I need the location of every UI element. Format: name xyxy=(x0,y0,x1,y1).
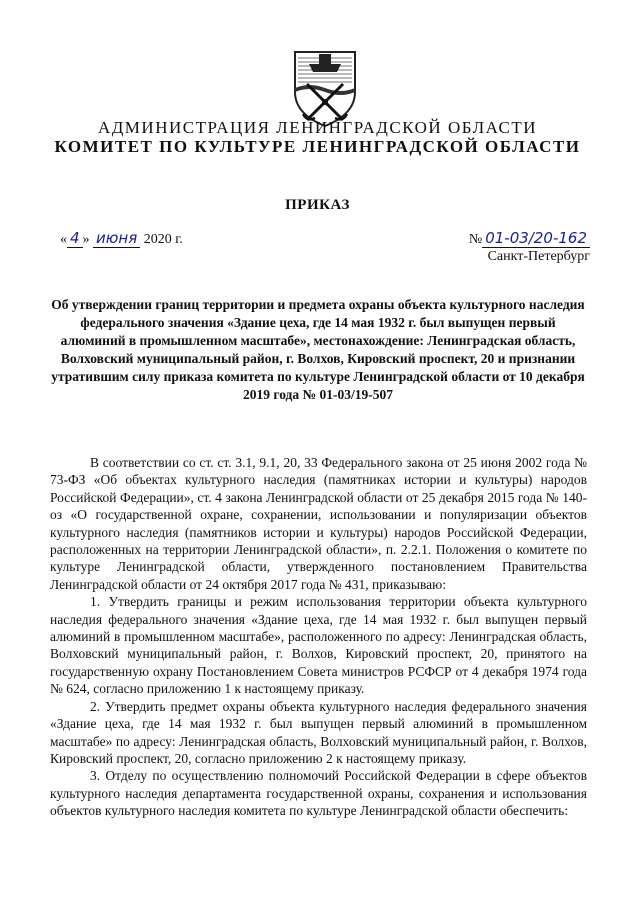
date-year: 2020 г. xyxy=(143,232,183,247)
document-type-title: ПРИКАЗ xyxy=(285,197,350,213)
clause-1-paragraph: 1. Утвердить границы и режим использования территории объекта культурного наследия федерального значения «Здание цеха, где 14 мая 1932 г. был выпущен первый алюминий в промышленном масштабе», расположенного по адресу: Ленинградская область, Волховский муниципальный район, г. Волхов, Кировский проспект, 20, принятого на государственную охрану Постановлением Совета министров РСФСР от 4 декабря 1974 года № 624, согласно приложению 1 к настоящему приказу. xyxy=(50,594,587,697)
date-month-handwritten: июня xyxy=(93,229,140,248)
city-name: Санкт-Петербург xyxy=(487,249,590,264)
number-sign: № xyxy=(468,232,483,247)
date-day-handwritten: 4 xyxy=(67,229,83,248)
date-quote-close: » xyxy=(82,232,90,247)
coat-of-arms-emblem xyxy=(289,48,361,128)
preamble-paragraph: В соответствии со ст. ст. 3.1, 9.1, 20, 33 Федерального закона от 25 июня 2002 года № 73-ФЗ «Об объектах культурного наследия (памятниках истории и культуры) народов Российской Федерации», ст. 4 закона Ленинградской области от 25 декабря 2015 года № 140-оз «О государственной охране, сохранении, использовании и популяризации объектов культурного наследия (памятников истории и культуры) народов Российской Федерации, расположенных на территории Ленинградской области», п. 2.2.1. Положения о комитете по культуре Ленинградской области, утвержденного постановлением Правительства Ленинградской области от 24 октября 2017 года № 431, приказываю: xyxy=(50,455,587,592)
committee-name: КОМИТЕТ ПО КУЛЬТУРЕ ЛЕНИНГРАДСКОЙ ОБЛАСТИ xyxy=(54,137,581,156)
order-date xyxy=(60,229,183,248)
organization-name: АДМИНИСТРАЦИЯ ЛЕНИНГРАДСКОЙ ОБЛАСТИ xyxy=(97,118,538,137)
date-quote-open: « xyxy=(60,232,67,247)
order-subject: Об утверждении границ территории и предмета охраны объекта культурного наследия федерального значения «Здание цеха, где 14 мая 1932 г. был выпущен первый алюминий в промышленном масштабе», местонахождение: Ленинградская область, Волховский муниципальный район, г. Волхов, Кировский проспект, 20 и признании утратившим силу приказа комитета по культуре Ленинградской области от 10 декабря 2019 года № 01-03/19-507 xyxy=(51,297,585,402)
order-body xyxy=(50,454,587,820)
number-handwritten: 01-03/20-162 xyxy=(482,229,590,248)
order-number xyxy=(469,229,590,248)
clause-3-paragraph: 3. Отделу по осуществлению полномочий Российской Федерации в сфере объектов культурного наследия департамента государственной охраны, сохранения и использования объектов культурного наследия комитета по культуре Ленинградской области обеспечить: xyxy=(50,768,587,819)
clause-2-paragraph: 2. Утвердить предмет охраны объекта культурного наследия федерального значения «Здание цеха, где 14 мая 1932 г. был выпущен первый алюминий в промышленном масштабе» по адресу: Ленинградская область, Волховский муниципальный район, г. Волхов, Кировский проспект, 20, согласно приложению 2 к настоящему приказу. xyxy=(50,698,587,766)
